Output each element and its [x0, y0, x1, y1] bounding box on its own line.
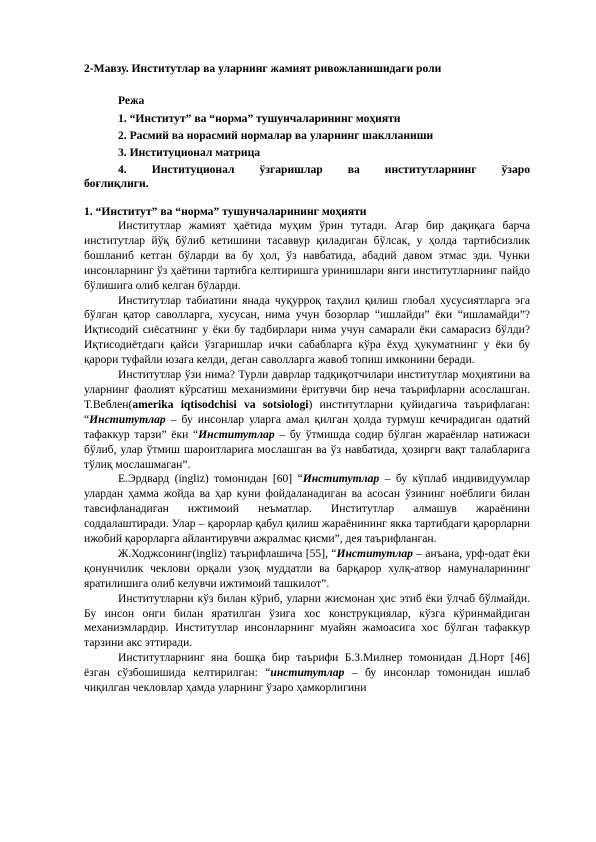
paragraph-4-text: Е.Эрдвард (ingliz) томонидан [60] “	[118, 472, 303, 486]
paragraph-3-text: ) институтларни қуйидагича таърифлаган: “	[84, 397, 530, 426]
plan-item-1: 1. “Институт” ва “норма” тушунчаларининг моҳияти	[118, 112, 401, 125]
paragraph-5-text: – анъана, урф-одат ёки қонунчилик чеклови орқали узоқ муддатли ва барқарор хулқ-атвор намуналарининг яратилишига олиб келувчи ижтимоий ташкилот”.	[84, 546, 530, 590]
plan-item-4: 4. Институционал ўзгаришлар ва институтларнинг ўзаро	[118, 163, 530, 176]
paragraph-3-text: – бу ўтмишда содир бўлган жараёнлар натижаси бўлиб, улар ўтмиш шароитларига мослашган ва ўз навбатида, ҳозирги вақт талабларига тўлиқ мослашмаган”.	[84, 427, 530, 471]
paragraph-7	[84, 651, 530, 696]
paragraph-3-text: – бу инсонлар уларга амал қилган ҳолда турмуш кечирадиган одатий тафаккур тарзи” ёки “	[84, 412, 530, 441]
section-heading: 1. “Институт” ва “норма” тушунчаларининг моҳияти	[84, 205, 367, 218]
paragraph-7-text: Институтларнинг яна бошқа бир таърифи Б.З.Милнер томонидан Д.Норт [46] ёзган сўзбошишида келтирилган: “	[84, 651, 530, 680]
paragraph-3	[84, 368, 530, 472]
plan-item-3: 3. Институционал матрица	[118, 146, 261, 159]
document-page	[84, 62, 530, 696]
term-institutlar: Институтлар	[336, 546, 413, 560]
term-institutlar: институтлар	[270, 666, 345, 680]
paragraph-2: Институтлар табиатини янада чуқурроқ таҳлил қилиш глобал хусусиятларга эга бўлган қатор саволларга, хусусан, нима учун бозорлар “ишлайди” ёки “ишламайди”? Иқтисодий сиёсатнинг у ёки бу тадбирлари нима учун самарали ёки самарасиз бўлди? Иқтисодиётдаги қайси ўзгаришлар ички сабабларга кўра ёхуд ҳукуматнинг у ёки бу қарори туфайли юзага келди, деган саволларга жавоб топиш имконини беради.	[84, 293, 530, 367]
paragraph-5-text: Ж.Ходжсонинг(ingliz) таърифлашича [55], “	[118, 546, 337, 560]
page-title: 2-Мавзу. Институтлар ва уларнинг жамият ривожланишидаги роли	[84, 62, 442, 75]
plan-heading: Режа	[118, 94, 145, 107]
term-institutlar: Институтлар	[198, 427, 275, 441]
paragraph-4-text: – бу кўплаб индивидуумлар улардан ҳамма жойда ва ҳар куни фойдаланадиган ва асосан ўзининг ноёблиги билан тавсифланадиган ижтимоий неъматлар. Институтлар алмашув жараёнини соддалаштиради. Улар – қарорлар қабул қилиш жараёнининг якка тартибдаги қарорларни ижобий қарорларга айлантирувчи ажралмас қисми”, дея таърифланган.	[84, 472, 530, 546]
term-institutlar: Институтлар	[302, 472, 380, 486]
paragraph-4	[84, 472, 530, 547]
paragraph-6: Институтларни кўз билан кўриб, уларни жисмонан ҳис этиб ёки ўлчаб бўлмайди. Бу инсон онги билан яратилган ўзига хос конструкциялар, кўзга кўринмайдиган механизмлардир. Институтлар инсонларнинг муайян жамоасига хос бўлган тафаккур тарзини акс эттиради.	[84, 591, 530, 650]
paragraph-7-text: – бу инсонлар томонидан ишлаб чиқилган чекловлар ҳамда уларнинг ўзаро ҳамкорлигини	[84, 666, 530, 695]
plan-item-2: 2. Расмий ва норасмий нормалар ва уларнинг шаклланиши	[118, 129, 434, 142]
paragraph-1: Институтлар жамият ҳаётида муҳим ўрин тутади. Агар бир дақиқага барча институтлар йўқ бўлиб кетишини тасаввур қиладиган бўлсак, у ҳолда тартибсизлик бошланиб кетган бўларди ва бу ҳол, ўз навбатида, абадий давом этмас эди. Чунки инсонларнинг ўз ҳаётини тартибга келтиришга уринишлари янги институтларнинг пайдо бўлишига олиб келган бўларди.	[84, 219, 530, 292]
paragraph-5	[84, 547, 530, 592]
paragraph-3-text: Институтлар ўзи нима? Турли даврлар тадқиқотчилари институтлар моҳиятини ва уларнинг фаолият кўрсатиш механизмини ёритувчи бир неча таърифларни асослашган. Т.Веблен(	[84, 368, 530, 411]
term-institutlar: Институтлар	[89, 412, 166, 426]
plan-item-4-continuation: боғлиқлиги.	[84, 177, 149, 190]
veblen-note: amerika iqtisodchisi va sotsiologi	[132, 397, 309, 411]
